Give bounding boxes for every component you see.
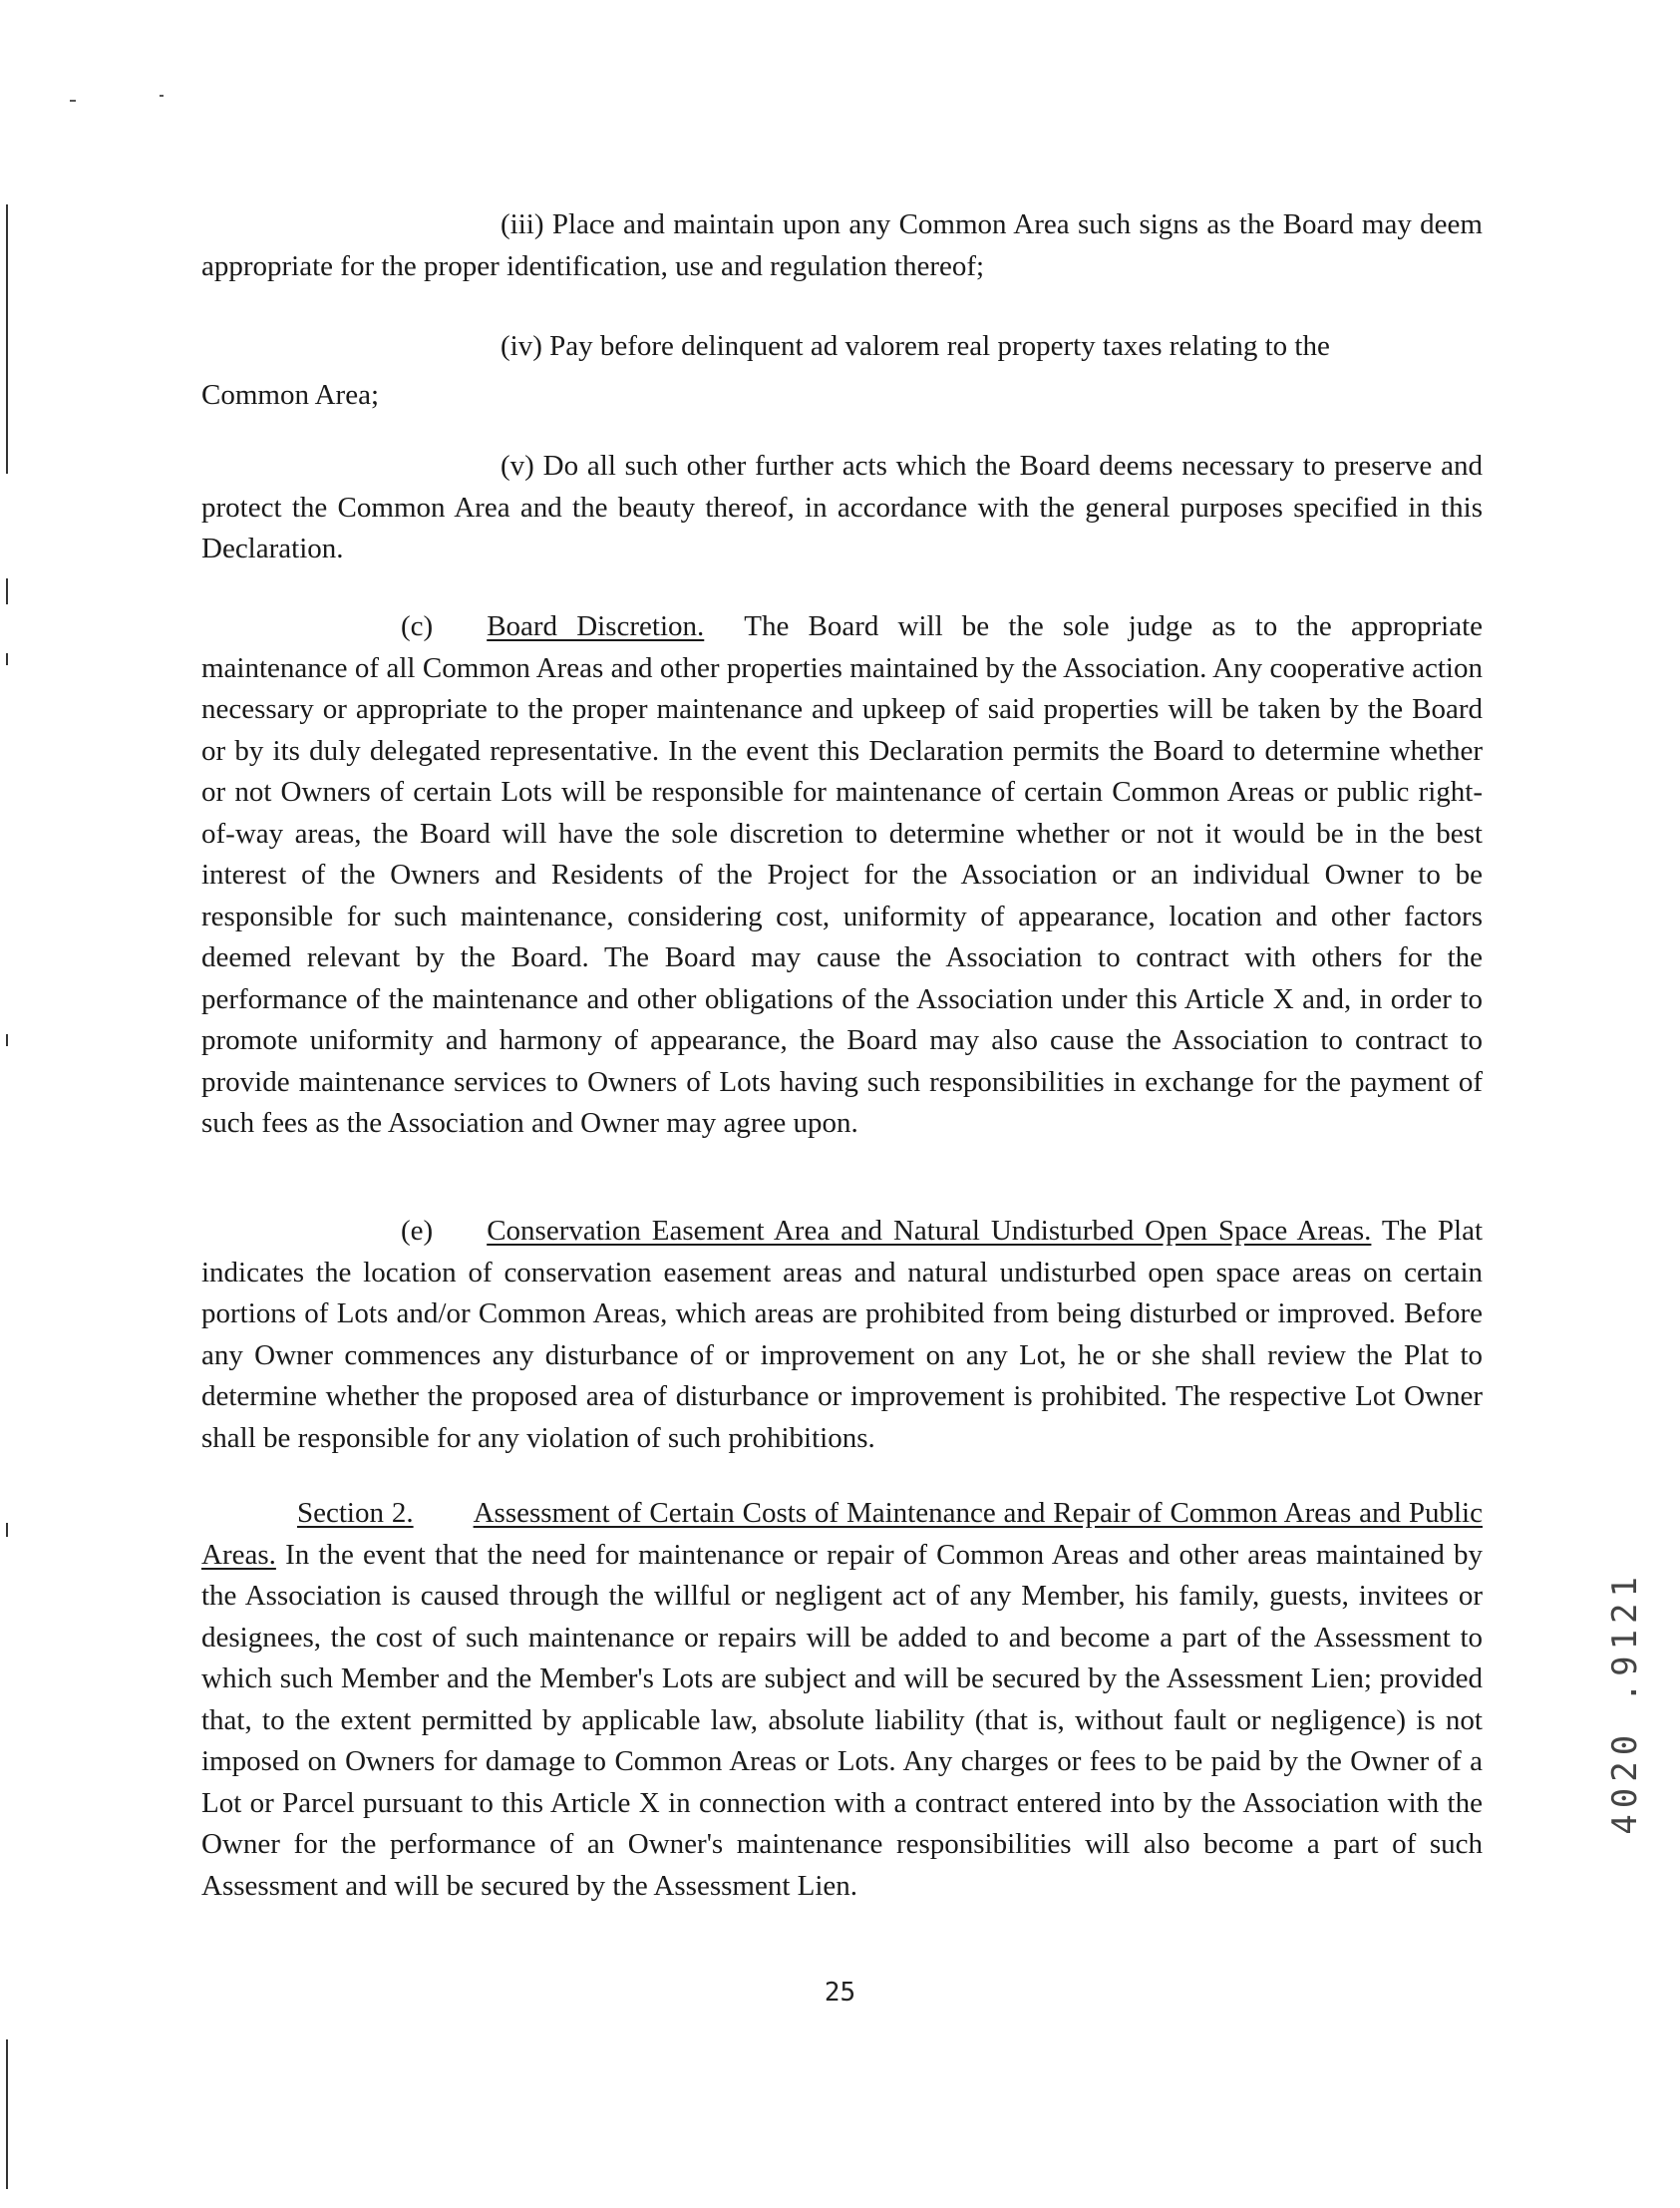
paragraph-e-label: (e) bbox=[401, 1215, 434, 1247]
paragraph-e-body: The Plat indicates the location of conservation easement areas and natural undisturbed open space areas on certain portions of Lots and/or Common Areas, which areas are prohibited from being disturbed or improved. Before any Owner commences any disturbance of or improvement on any Lot, he or she shall review the Plat to determine whether the proposed area of disturbance or improvement is prohibited. The respective Lot Owner shall be responsible for any violation of such prohibitions. bbox=[201, 1215, 1484, 1454]
scan-margin-line bbox=[6, 653, 8, 665]
recording-stamp: 4020 .9121 bbox=[1605, 1571, 1645, 1835]
paragraph-iii: (iii) Place and maintain upon any Common Area such signs as the Board may deem appropriate for the proper identification, use and regulation thereof; bbox=[201, 208, 1483, 282]
paragraph-e bbox=[201, 1211, 1483, 1459]
paragraph-iv-first-line: (iv) Pay before delinquent ad valorem real property taxes relating to the bbox=[501, 330, 1330, 362]
paragraph-iv bbox=[201, 326, 1483, 368]
paragraph-c-body: The Board will be the sole judge as to the appropriate maintenance of all Common Areas and other properties maintained by the Association. Any cooperative action necessary or appropriate to the proper maintenance and upkeep of said properties will be taken by the Board or by its duly delegated representative. In the event this Declaration permits the Board to determine whether or not Owners of certain Lots will be responsible for maintenance of certain Common Areas or public right-of-way areas, the Board will have the sole discretion to determine whether or not it would be in the best interest of the Owners and Residents of the Project for the Association or an individual Owner to be responsible for such maintenance, considering cost, uniformity of appearance, location and other factors deemed relevant by the Board. The Board may cause the Association to contract with others for the performance of the maintenance and other obligations of the Association under this Article X and, in order to promote uniformity and harmony of appearance, the Board may also cause the Association to contract to provide maintenance services to Owners of Lots having such responsibilities in exchange for the payment of such fees as the Association and Owner may agree upon. bbox=[201, 610, 1484, 1139]
paragraph-c-heading: Board Discretion. bbox=[487, 610, 705, 642]
section-2-label: Section 2. bbox=[297, 1497, 414, 1529]
scan-margin-line bbox=[6, 1523, 8, 1537]
scan-margin-line bbox=[6, 578, 8, 604]
paragraph-c-label: (c) bbox=[401, 610, 434, 642]
scan-margin-line bbox=[6, 1034, 8, 1046]
paragraph-iv-continuation: Common Area; bbox=[201, 379, 380, 411]
scan-margin-line bbox=[6, 2039, 8, 2189]
section-2 bbox=[201, 1493, 1483, 1907]
section-2-body: In the event that the need for maintenance or repair of Common Areas and other areas maintained by the Association is caused through the willful or negligent act of any Member, his family, guests, invitees or designees, the cost of such maintenance or repairs will be added to and become a part of the Assessment to which such Member and the Member's Lots are subject and will be secured by the Assessment Lien; provided that, to the extent permitted by applicable law, absolute liability (that is, without fault or negligence) is not imposed on Owners for damage to Common Areas or Lots. Any charges or fees to be paid by the Owner of a Lot or Parcel pursuant to this Article X in connection with a contract entered into by the Association with the Owner for the performance of an Owner's maintenance responsibilities will also become a part of such Assessment and will be secured by the Assessment Lien. bbox=[201, 1538, 1483, 1902]
scan-margin-line bbox=[6, 204, 8, 474]
scan-tick-mark bbox=[70, 100, 76, 102]
page-number: 25 bbox=[824, 1978, 856, 2008]
section-2-heading: Assessment of Certain Costs of Maintenance and Repair of Common Areas and Public Areas. bbox=[201, 1497, 1483, 1571]
scan-tick-mark bbox=[160, 95, 164, 97]
paragraph-c bbox=[201, 606, 1483, 1145]
paragraph-v: (v) Do all such other further acts which the Board deems necessary to preserve and protect the Common Area and the beauty thereof, in accordance with the general purposes specified in this Declaration. bbox=[201, 450, 1483, 564]
paragraph-e-heading: Conservation Easement Area and Natural Undisturbed Open Space Areas. bbox=[487, 1215, 1372, 1247]
